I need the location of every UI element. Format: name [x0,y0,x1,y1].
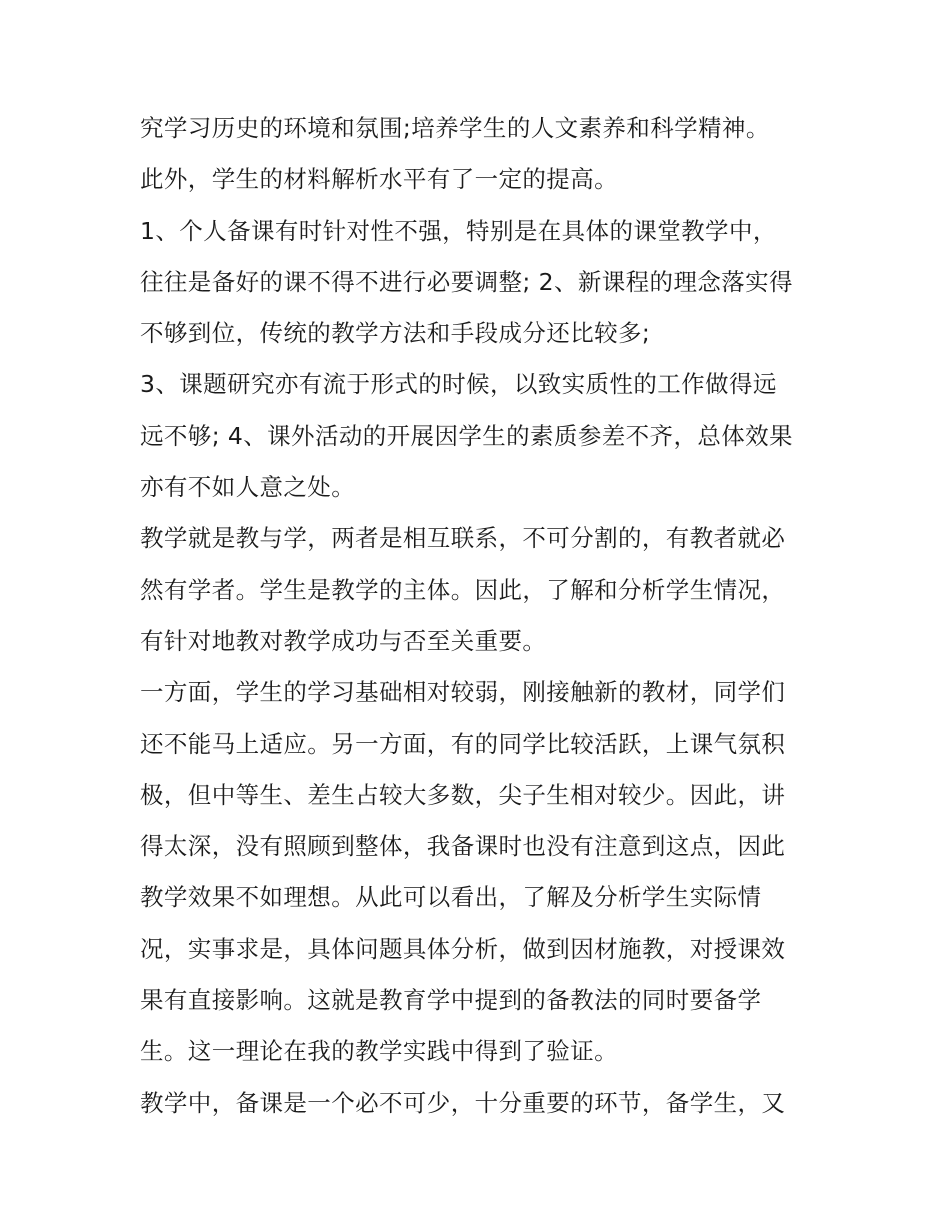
text-line: 极，但中等生、差生占较大多数，尖子生相对较少。因此，讲 [140,780,786,809]
text-line: 得太深，没有照顾到整体，我备课时也没有注意到这点，因此 [140,832,786,861]
text-line: 况，实事求是，具体问题具体分析，做到因材施教，对授课效 [140,934,786,963]
text-line: 1、个人备课有时针对性不强，特别是在具体的课堂教学中， [140,216,777,245]
text-line: 生。这一理论在我的教学实践中得到了验证。 [140,1037,618,1066]
text-line: 有针对地教对教学成功与否至关重要。 [140,626,547,655]
text-line: 一方面，学生的学习基础相对较弱，刚接触新的教材，同学们 [140,678,786,707]
text-line: 究学习历史的环境和氛围;培养学生的人文素养和科学精神。 [140,114,770,142]
text-line: 还不能马上适应。另一方面，有的同学比较活跃，上课气氛积 [140,729,786,758]
text-line: 然有学者。学生是教学的主体。因此，了解和分析学生情况， [140,575,786,604]
text-line: 教学就是教与学，两者是相互联系，不可分割的，有教者就必 [140,524,786,553]
text-line: 亦有不如人意之处。 [140,473,356,502]
text-line: 此外，学生的材料解析水平有了一定的提高。 [140,165,618,194]
text-line: 果有直接影响。这就是教育学中提到的备教法的同时要备学 [140,986,762,1015]
text-line: 教学中，备课是一个必不可少，十分重要的环节，备学生，又 [140,1088,786,1117]
text-line: 3、课题研究亦有流于形式的时候，以致实质性的工作做得远 [140,370,777,399]
text-line: 远不够; 4、课外活动的开展因学生的素质参差不齐，总体效果 [140,421,793,450]
text-line: 教学效果不如理想。从此可以看出，了解及分析学生实际情 [140,883,762,912]
body-text [140,103,830,1129]
text-line: 往往是备好的课不得不进行必要调整; 2、新课程的理念落实得 [140,267,793,296]
text-line: 不够到位，传统的教学方法和手段成分还比较多; [140,319,651,348]
